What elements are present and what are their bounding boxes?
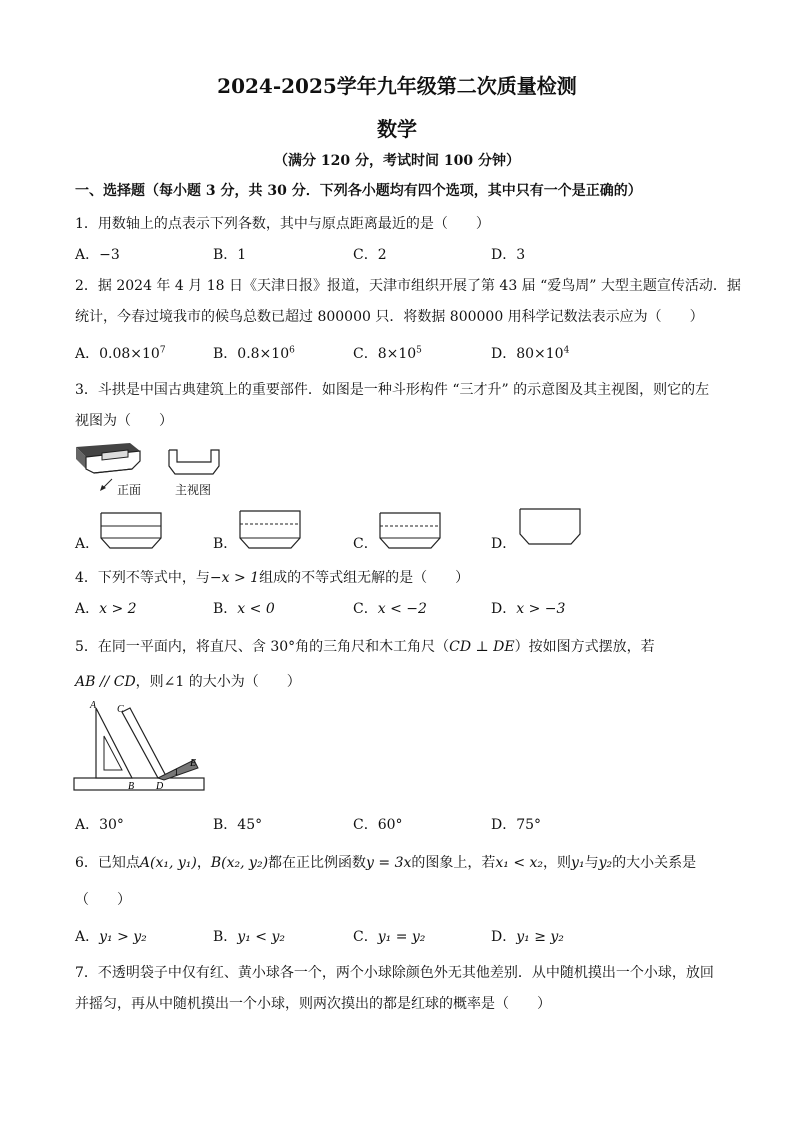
ruler-triangle-figure	[72, 698, 208, 794]
fig-label-angle-1: 1	[174, 767, 179, 777]
question-3-line1: 3．斗拱是中国古典建筑上的重要部件．如图是一种斗形构件 “三才升” 的示意图及其主视图，则它的左	[75, 382, 710, 398]
question-5-line2: AB // CD，则∠1 的大小为（ ）	[75, 674, 301, 690]
label-front: 正面	[117, 483, 142, 497]
main-view-figure	[167, 448, 221, 480]
exam-note: （满分 120 分，考试时间 100 分钟）	[274, 153, 520, 169]
q3-option-c: C．	[353, 536, 378, 552]
q1-option-d: D．3	[491, 247, 526, 263]
q1-option-a: A．−3	[75, 247, 120, 263]
fig-label-a: A	[90, 700, 97, 711]
q3-option-d: D．	[491, 536, 517, 552]
question-1-stem: 1．用数轴上的点表示下列各数，其中与原点距离最近的是（ ）	[75, 216, 490, 232]
question-4-stem: 4．下列不等式中，与−x > 1组成的不等式组无解的是（ ）	[75, 570, 470, 586]
q5-option-d: D．75°	[491, 817, 542, 833]
q2-option-c: C．$8\times 10^5$	[353, 345, 422, 362]
q2-option-d: D．$80\times 10^4$	[491, 345, 570, 362]
q6-option-b: B．y₁ < y₂	[213, 929, 285, 945]
q3-option-a: A．	[75, 536, 100, 552]
label-main-view: 主视图	[175, 483, 212, 497]
subject-title: 数学	[377, 117, 417, 141]
q6-option-a: A．y₁ > y₂	[75, 929, 147, 945]
question-7-line1: 7．不透明袋子中仅有红、黄小球各一个，两个小球除颜色外无其他差别．从中随机摸出一个小球，放回	[75, 965, 714, 981]
fig-label-c: C	[117, 704, 124, 715]
q5-option-b: B．45°	[213, 817, 263, 833]
q3-option-a-figure	[100, 512, 162, 550]
section-heading: 一、选择题（每小题 3 分，共 30 分．下列各小题均有四个选项，其中只有一个是正确的）	[75, 183, 642, 199]
q4-option-a: A．x > 2	[75, 601, 137, 617]
question-7-line2: 并摇匀，再从中随机摸出一个小球，则两次摸出的都是红球的概率是（ ）	[75, 996, 551, 1012]
question-6-line2: （ ）	[75, 892, 131, 908]
q4-option-b: B．x < 0	[213, 601, 275, 617]
q3-option-b: B．	[213, 536, 238, 552]
fig-label-b: B	[128, 781, 135, 792]
question-2-line1: 2．据 2024 年 4 月 18 日《天津日报》报道，天津市组织开展了第 43 届 “爱鸟周” 大型主题宣传活动．据	[75, 278, 741, 294]
q2-option-b: B．$0.8\times 10^6$	[213, 345, 295, 362]
question-2-line2: 统计，今春过境我市的候鸟总数已超过 800000 只．将数据 800000 用科学记数法表示应为（ ）	[75, 309, 704, 325]
q3-option-b-figure	[239, 510, 301, 550]
q4-option-c: C．x < −2	[353, 601, 427, 617]
q6-option-d: D．y₁ ≥ y₂	[491, 929, 564, 945]
q1-option-c: C．2	[353, 247, 387, 263]
question-5-line1: 5．在同一平面内，将直尺、含 30°角的三角尺和木工角尺（CD ⊥ DE）按如图方式摆放，若	[75, 639, 655, 655]
q5-option-c: C．60°	[353, 817, 403, 833]
question-3-line2: 视图为（ ）	[75, 413, 173, 429]
fig-label-d: D	[156, 781, 164, 792]
exam-title: 2024-2025学年九年级第二次质量检测	[217, 74, 577, 98]
q3-option-c-figure	[379, 512, 441, 550]
q4-option-d: D．x > −3	[491, 601, 566, 617]
q3-option-d-figure	[519, 508, 581, 546]
question-6-line1: 6．已知点A(x₁, y₁)，B(x₂, y₂)都在正比例函数y = 3x的图象上，若x₁ < x₂，则y₁与y₂的大小关系是	[75, 855, 697, 871]
q6-option-c: C．y₁ = y₂	[353, 929, 426, 945]
q2-option-a: A．$0.08\times 10^7$	[75, 345, 166, 362]
q1-option-b: B．1	[213, 247, 247, 263]
fig-label-e: E	[190, 758, 197, 769]
q5-option-a: A．30°	[75, 817, 124, 833]
